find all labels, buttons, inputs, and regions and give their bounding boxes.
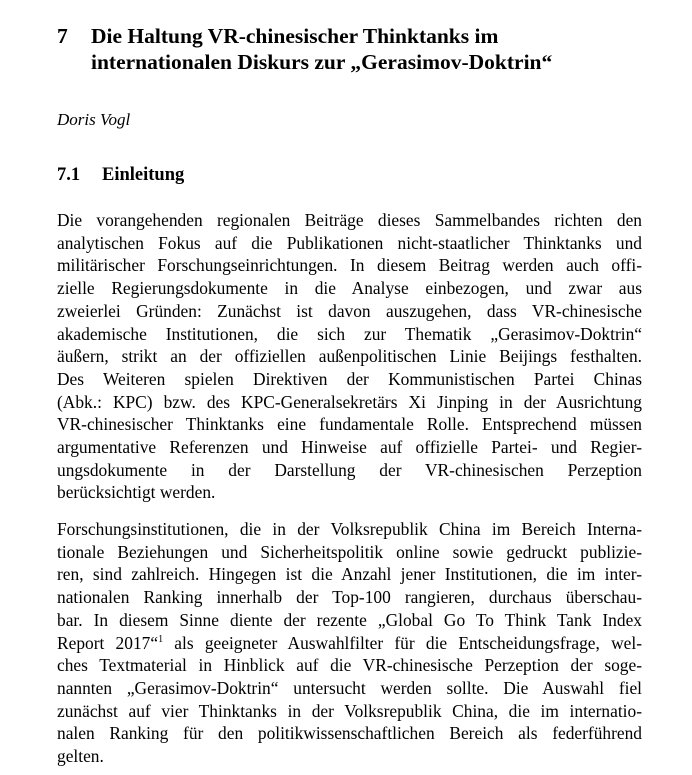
footnote-reference[interactable]: 1 (158, 633, 164, 645)
text-line: tionale Beziehungen und Sicherheitspolitik online sowie gedruckt publizie- (57, 541, 642, 562)
text-line: ungsdokumente in der Darstellung der VR-chinesischen Perzeption (57, 459, 642, 480)
text-line: zielle Regierungsdokumente in die Analyse einbezogen, und zwar aus (57, 278, 642, 299)
text-line: (Abk.: KPC) bzw. des KPC-Generalsekretärs Xi Jinping in der Ausrichtung (57, 391, 642, 412)
text-line: gelten. (57, 746, 104, 767)
chapter-number: 7 (57, 24, 68, 48)
text-line: nationalen Ranking innerhalb der Top-100 rangieren, durchaus überschau- (57, 587, 642, 608)
section-number: 7.1 (57, 165, 81, 185)
text-line: argumentative Referenzen und Hinweise auf offizielle Partei- und Regier- (57, 437, 642, 458)
text-line: Des Weiteren spielen Direktiven der Kommunistischen Partei Chinas (57, 368, 642, 389)
text-line: Forschungsinstitutionen, die in der Volksrepublik China im Bereich Interna- (57, 519, 642, 539)
text-fragment: als geeigneter Auswahlfilter für die Entscheidungsfrage, wel- (163, 632, 642, 653)
chapter-title-line: internationalen Diskurs zur „Gerasimov-Doktrin“ (91, 50, 553, 74)
text-fragment: Report 2017“ (57, 632, 159, 653)
text-line: VR-chinesischer Thinktanks eine fundamentale Rolle. Entsprechend müssen (57, 414, 642, 435)
text-line: ches Textmaterial in Hinblick auf die VR-chinesische Perzeption der soge- (57, 655, 642, 676)
chapter-heading (57, 23, 657, 75)
author-name: Doris Vogl (57, 110, 131, 129)
text-line: Die vorangehenden regionalen Beiträge dieses Sammelbandes richten den (57, 210, 642, 230)
text-line: analytischen Fokus auf die Publikationen nicht-staatlicher Thinktanks und (57, 232, 642, 253)
paragraph-2 (57, 518, 642, 768)
text-line: zunächst auf vier Thinktanks in der Volksrepublik China, die im internatio- (57, 700, 642, 721)
text-line: äußern, strikt an der offiziellen außenpolitischen Linie Beijings festhalten. (57, 346, 642, 367)
chapter-title-line: Die Haltung VR-chinesischer Thinktanks im (91, 24, 499, 48)
text-line-with-footnote (57, 632, 642, 655)
text-line: nannten „Gerasimov-Doktrin“ untersucht werden sollte. Die Auswahl fiel (57, 677, 642, 698)
text-line: nalen Ranking für den politikwissenschaftlichen Bereich als federführend (57, 723, 642, 744)
text-line: militärischer Forschungseinrichtungen. In diesem Beitrag werden auch offi- (57, 255, 642, 276)
text-line: zweierlei Gründen: Zunächst ist davon auszugehen, dass VR-chinesische (57, 300, 642, 321)
paragraph-1 (57, 209, 642, 504)
chapter-title (91, 23, 657, 75)
text-line: akademische Institutionen, die sich zur Thematik „Gerasimov-Doktrin“ (57, 323, 642, 344)
text-line: berücksichtigt werden. (57, 482, 216, 503)
section-title: Einleitung (102, 165, 185, 185)
text-line: bar. In diesem Sinne diente der rezente „Global Go To Think Tank Index (57, 609, 642, 630)
text-line: ren, sind zahlreich. Hingegen ist die Anzahl jener Institutionen, die im inter- (57, 564, 642, 585)
section-heading (57, 163, 184, 187)
